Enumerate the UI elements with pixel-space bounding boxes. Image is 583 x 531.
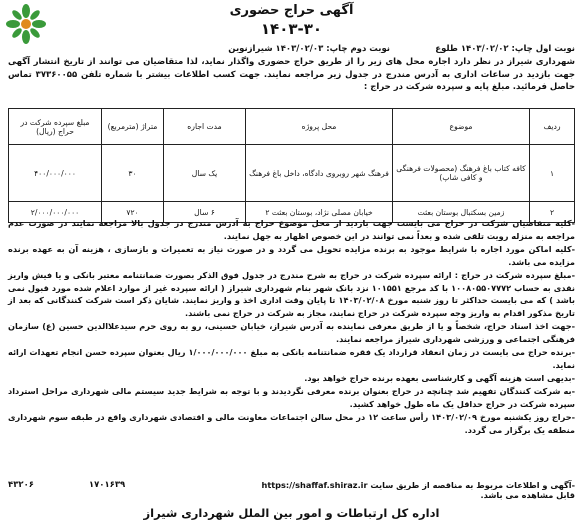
cell-deposit: ۲/۰۰۰/۰۰۰/۰۰۰: [9, 202, 102, 223]
col-header-row-number: ردیف: [530, 109, 575, 145]
condition-item: -کلیه متقاضیان شرکت در حراج می بایست جهت بازدید از محل موضوع حراج به آدرس مندرج در جدول بالا مراجعه نمایند در صورت عدم مراجعه به منزله رویت تلقی شده و بعداً نمی توانند در این خصوص اظهار به جهل نمایند.: [8, 218, 575, 241]
cell-area: ۳۰: [102, 145, 164, 202]
condition-item: -کلیه اماکن مورد اجاره با شرایط موجود به برنده مزایده تحویل می گردد و در صورت نیاز به تعمیرات و بازسازی ، هزینه آن به عهده برنده مزایده می باشد.: [8, 243, 575, 267]
col-header-deposit: مبلغ سپرده شرکت در حراج (ریال): [9, 109, 102, 145]
table-header-row: [9, 109, 575, 145]
condition-item: -جهت اخذ اسناد حراج، شخصاً و یا از طریق معرفی نماینده به آدرس شیراز، خیابان حسینی، رو به روی حرم سیدعلاالدین حسین (ع) سازمان فرهنگی اجتماعی و ورزشی شهرداری شیراز مراجعه نمایند.: [8, 321, 575, 345]
conditions-list: [8, 217, 575, 436]
cell-duration: یک سال: [164, 145, 246, 202]
reference-code: ۴۳۲۰۶: [8, 480, 34, 490]
condition-item: -بدیهی است هزینه آگهی و کارشناسی بعهده برنده حراج خواهد بود.: [304, 372, 575, 383]
reference-codes: [8, 480, 177, 490]
cell-area: ۷۲۰: [102, 202, 164, 223]
condition-item: -برنده حراج می بایست در زمان انعقاد قرارداد یک فقره ضمانتنامه بانکی به مبلغ ۱/۰۰۰/۰۰۰/۰۰۰ ریال بعنوان سپرده حسن انجام تعهدات ارائه نماید.: [8, 347, 575, 370]
cell-subject: کافه کتاب باغ فرهنگ (محصولات فرهنگی و کافی شاپ): [393, 145, 530, 202]
col-header-area: متراژ (مترمربع): [102, 109, 164, 145]
website-note: -آگهی و اطلاعات مربوط به مناقصه از طریق سایت https://shaffaf.shiraz.ir قابل مشاهده می باشد.: [261, 480, 575, 500]
intro-paragraph: شهرداری شیراز در نظر دارد اجاره محل های زیر را از طریق حراج حضوری واگذار نماید، لذا متقاضیان می توانند از تاریخ انتشار آگهی جهت بازدید در ساعات اداری به آدرس مندرج در جدول زیر مراجعه نمایند. جهت کسب اطلاعات بیشتر با شماره تلفن ۳۷۳۶۰۰۵۵ تماس حاصل فرمائید. مبلغ پایه و سپرده شرکت در حراج :: [8, 57, 575, 92]
cell-subject: زمین بسکتبال بوستان بعثت: [393, 202, 530, 223]
cell-deposit: ۴۰۰/۰۰۰/۰۰۰: [9, 145, 102, 202]
second-publish-date: نوبت دوم چاپ: ۱۴۰۳/۰۲/۰۳ شیرازنوین: [228, 44, 390, 54]
col-header-subject: موضوع: [393, 109, 530, 145]
cell-row-number: ۲: [530, 202, 575, 223]
first-publish-date: نوبت اول چاپ: ۱۴۰۳/۰۲/۰۲ طلوع: [435, 44, 575, 54]
auction-table: [8, 108, 575, 223]
condition-item: -حراج روز یکشنبه مورخ ۱۴۰۳/۰۲/۰۹ رأس ساعت ۱۲ در محل سالن اجتماعات معاونت مالی و اقتصادی شهرداری واقع در طبقه سوم شهرداری منطقه یک برگزار می گردد.: [8, 411, 575, 435]
table-row: [9, 145, 575, 202]
issuer-footer: اداره کل ارتباطات و امور بین الملل شهرداری شیراز: [143, 506, 440, 520]
notice-number: ۱۴۰۳-۳۰: [260, 20, 323, 38]
cell-duration: ۶ سال: [164, 202, 246, 223]
condition-item: -مبلغ سپرده شرکت در حراج : ارائه سپرده شرکت در حراج به شرح مندرج در جدول فوق الذکر بصورت ضمانتنامه معتبر بانکی و یا فیش واریز نقدی به حساب ۱۰۰۸۰۵۵۰۷۷۷۲ با کد مرجع ۱۰۱۵۵۱ نزد بانک شهر بنام شهرداری شیراز ( ارائه سپرده غیر از موارد اعلام شده مورد قبول نمی باشد ) که می بایست حداکثر تا روز شنبه مورخ ۱۴۰۳/۰۲/۰۸ تا پایان وقت اداری اخذ و واریز نمایند. شایان ذکر است شرکت کنندگانی که بعد از تاریخ مذکور اقدام به واریز وجه سپرده شرکت در حراج نمایند، مجاز به شرکت در حراج نمی باشند.: [8, 269, 575, 319]
cell-location: فرهنگ شهر روبروی دادگاه، داخل باغ فرهنگ: [246, 145, 393, 202]
condition-item: -به شرکت کنندگان تفهیم شد چنانچه در حراج بعنوان برنده معرفی نگردیدند و با توجه به شرایط جدید سیستم مالی شهرداری مراحل استرداد سپرده شرکت در حراج حداقل یک ماه طول خواهد کشید.: [8, 385, 575, 409]
page-title: آگهی حراج حضوری: [229, 3, 354, 18]
reference-code: ۱۷۰۱۶۳۹: [88, 480, 126, 490]
col-header-duration: مدت اجاره: [164, 109, 246, 145]
publish-dates: [8, 42, 575, 56]
cell-location: خیابان مصلی نژاد، بوستان بعثت ۲: [246, 202, 393, 223]
col-header-location: محل پروژه: [246, 109, 393, 145]
cell-row-number: ۱: [530, 145, 575, 202]
